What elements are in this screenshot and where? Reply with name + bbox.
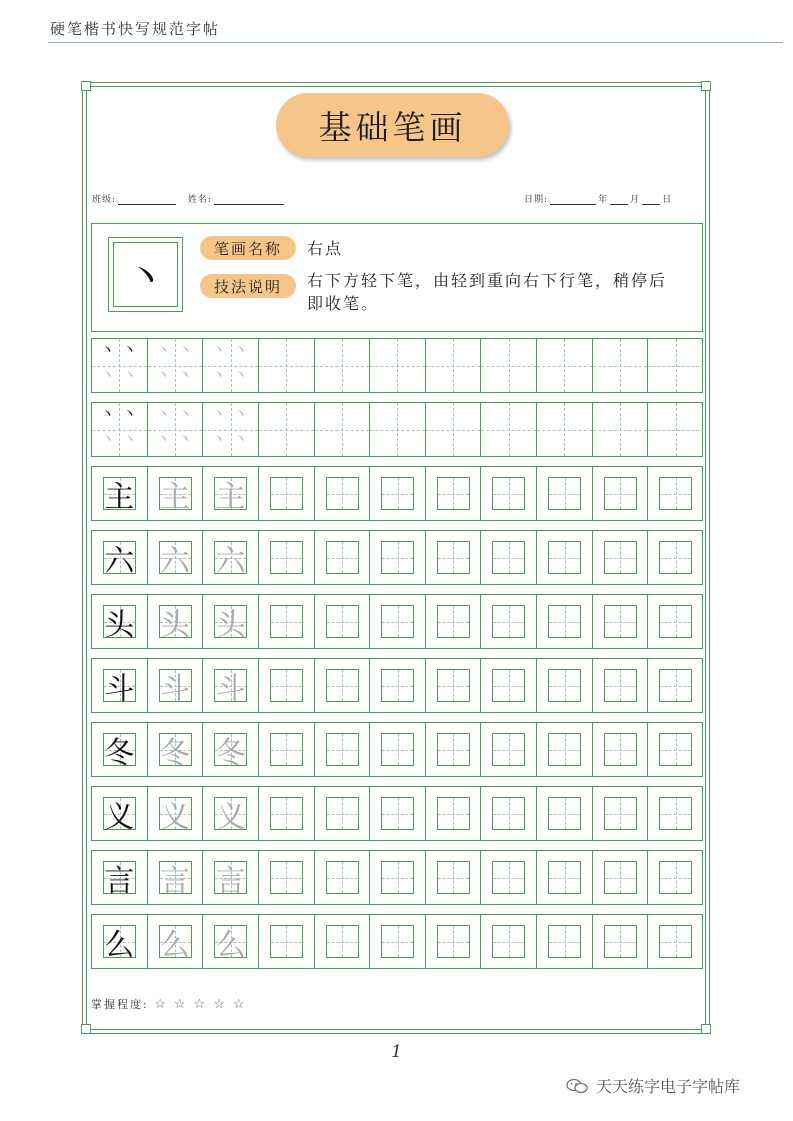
character-practice-row xyxy=(91,594,703,649)
watermark-text: 天天练字电子字帖库 xyxy=(596,1077,741,1096)
practice-cell[interactable] xyxy=(203,851,259,904)
practice-cell[interactable] xyxy=(315,467,371,520)
character-box xyxy=(437,861,470,894)
practice-cell[interactable] xyxy=(92,339,148,392)
character-box xyxy=(659,797,692,830)
day-label: 日 xyxy=(662,195,673,205)
page-title: 基础笔画 xyxy=(276,93,509,157)
character-box xyxy=(604,605,637,638)
character-box xyxy=(492,733,525,766)
practice-cell[interactable] xyxy=(148,659,204,712)
dot-stroke-glyph: 丶 xyxy=(211,430,227,448)
frame-corner xyxy=(81,81,91,91)
class-label: 班级: xyxy=(92,195,117,205)
dot-stroke-glyph: 丶 xyxy=(122,366,138,384)
character-practice-row xyxy=(91,530,703,585)
class-name-row xyxy=(92,192,286,205)
mastery-row xyxy=(91,996,253,1012)
page-number: 1 xyxy=(391,1042,402,1062)
technique-text xyxy=(307,269,667,315)
practice-cell[interactable] xyxy=(92,659,148,712)
stroke-name-value: 右点 xyxy=(307,239,344,258)
watermark xyxy=(566,1074,740,1097)
dot-stroke-glyph: 丶 xyxy=(211,341,227,359)
stroke-practice-row xyxy=(91,402,703,457)
year-field[interactable] xyxy=(550,195,596,205)
trace-character: 头 xyxy=(159,607,190,643)
character-box xyxy=(381,541,414,574)
practice-cell[interactable] xyxy=(315,787,371,840)
character-box xyxy=(659,861,692,894)
practice-cell[interactable] xyxy=(426,851,482,904)
character-box xyxy=(437,605,470,638)
star-icon[interactable]: ☆ xyxy=(173,997,188,1012)
character-box xyxy=(326,797,359,830)
character-box xyxy=(437,541,470,574)
practice-cell[interactable] xyxy=(203,403,259,456)
stroke-practice-row xyxy=(91,338,703,393)
trace-character: 义 xyxy=(159,799,190,835)
name-field[interactable] xyxy=(214,195,284,205)
trace-character: 斗 xyxy=(159,671,190,707)
trace-character: 主 xyxy=(159,479,190,515)
practice-cell[interactable] xyxy=(148,851,204,904)
practice-cell[interactable] xyxy=(537,659,593,712)
practice-cell[interactable] xyxy=(259,787,315,840)
character-box xyxy=(270,669,303,702)
practice-cell[interactable] xyxy=(370,659,426,712)
practice-cell[interactable] xyxy=(426,659,482,712)
practice-cell[interactable] xyxy=(148,787,204,840)
dot-stroke-glyph: 丶 xyxy=(155,430,171,448)
character-box xyxy=(492,925,525,958)
trace-character: 冬 xyxy=(159,735,190,771)
character-box xyxy=(492,477,525,510)
practice-cell[interactable] xyxy=(259,403,315,456)
character-box xyxy=(437,477,470,510)
dot-stroke-glyph: 丶 xyxy=(155,405,171,423)
character-box xyxy=(381,925,414,958)
character-box xyxy=(604,541,637,574)
character-box xyxy=(381,861,414,894)
practice-cell[interactable] xyxy=(259,659,315,712)
dot-stroke-glyph: 丶 xyxy=(211,405,227,423)
practice-cell[interactable] xyxy=(92,531,148,584)
practice-cell[interactable] xyxy=(259,467,315,520)
character-box xyxy=(548,861,581,894)
practice-cell[interactable] xyxy=(426,339,482,392)
character-box xyxy=(270,541,303,574)
character-box xyxy=(492,669,525,702)
practice-cell[interactable] xyxy=(593,403,649,456)
dot-stroke-glyph: 丶 xyxy=(100,366,116,384)
character-box xyxy=(326,669,359,702)
practice-cell[interactable] xyxy=(481,531,537,584)
practice-cell[interactable] xyxy=(426,403,482,456)
dot-stroke-glyph: 丶 xyxy=(100,341,116,359)
practice-cell[interactable] xyxy=(203,595,259,648)
dot-stroke-glyph: 丶 xyxy=(211,366,227,384)
practice-cell[interactable] xyxy=(315,915,371,968)
character-box xyxy=(270,605,303,638)
practice-cell[interactable] xyxy=(426,467,482,520)
practice-cell[interactable] xyxy=(315,659,371,712)
practice-cell[interactable] xyxy=(426,787,482,840)
practice-cell[interactable] xyxy=(92,787,148,840)
trace-character: 冬 xyxy=(215,735,246,771)
stroke-sample-glyph: 丶 xyxy=(125,255,166,301)
practice-cell[interactable] xyxy=(370,339,426,392)
practice-cell[interactable] xyxy=(537,787,593,840)
practice-cell[interactable] xyxy=(259,339,315,392)
practice-cell[interactable] xyxy=(370,915,426,968)
trace-character: 六 xyxy=(159,543,190,579)
practice-cell[interactable] xyxy=(481,915,537,968)
character-box xyxy=(270,477,303,510)
practice-cell[interactable] xyxy=(148,723,204,776)
character-box xyxy=(381,733,414,766)
practice-cell[interactable] xyxy=(593,595,649,648)
character-box xyxy=(326,733,359,766)
practice-cell[interactable] xyxy=(648,659,704,712)
practice-cell[interactable] xyxy=(481,467,537,520)
practice-cell[interactable] xyxy=(481,403,537,456)
header-title: 硬笔楷书快写规范字帖 xyxy=(50,20,221,38)
practice-cell[interactable] xyxy=(92,851,148,904)
trace-character: 主 xyxy=(215,479,246,515)
technique-tag: 技法说明 xyxy=(200,274,296,298)
model-character: 么 xyxy=(104,927,135,963)
practice-cell[interactable] xyxy=(203,915,259,968)
month-field[interactable] xyxy=(610,195,628,205)
character-box xyxy=(604,861,637,894)
date-row xyxy=(524,192,672,205)
model-character: 斗 xyxy=(104,671,135,707)
character-box xyxy=(548,797,581,830)
character-box xyxy=(659,541,692,574)
practice-cell[interactable] xyxy=(426,915,482,968)
practice-cell[interactable] xyxy=(426,723,482,776)
character-box xyxy=(437,925,470,958)
practice-cell[interactable] xyxy=(203,339,259,392)
character-box xyxy=(548,733,581,766)
practice-cell[interactable] xyxy=(593,339,649,392)
character-practice-row xyxy=(91,786,703,841)
practice-cell[interactable] xyxy=(370,467,426,520)
dot-stroke-glyph: 丶 xyxy=(177,405,193,423)
character-practice-row xyxy=(91,850,703,905)
practice-cell[interactable] xyxy=(92,915,148,968)
character-practice-row xyxy=(91,914,703,969)
practice-cell[interactable] xyxy=(481,787,537,840)
practice-cell[interactable] xyxy=(92,467,148,520)
year-label: 年 xyxy=(598,195,609,205)
practice-cell[interactable] xyxy=(370,851,426,904)
practice-cell[interactable] xyxy=(148,531,204,584)
practice-cell[interactable] xyxy=(92,723,148,776)
class-field[interactable] xyxy=(118,195,176,205)
character-box xyxy=(548,925,581,958)
technique-line-2: 即收笔。 xyxy=(307,294,380,313)
trace-character: 六 xyxy=(215,543,246,579)
day-field[interactable] xyxy=(642,195,660,205)
character-box xyxy=(492,797,525,830)
practice-cell[interactable] xyxy=(481,723,537,776)
stroke-name-tag: 笔画名称 xyxy=(200,236,296,260)
trace-character: 斗 xyxy=(215,671,246,707)
practice-cell[interactable] xyxy=(537,403,593,456)
dot-stroke-glyph: 丶 xyxy=(177,366,193,384)
practice-cell[interactable] xyxy=(537,851,593,904)
frame-corner xyxy=(81,1024,91,1034)
practice-cell[interactable] xyxy=(481,851,537,904)
practice-cell[interactable] xyxy=(315,531,371,584)
character-box xyxy=(381,605,414,638)
practice-cell[interactable] xyxy=(426,595,482,648)
star-icon[interactable]: ☆ xyxy=(232,997,247,1012)
practice-cell[interactable] xyxy=(315,403,371,456)
practice-cell[interactable] xyxy=(203,531,259,584)
practice-cell[interactable] xyxy=(426,531,482,584)
wechat-icon xyxy=(566,1078,588,1094)
mastery-label: 掌握程度: xyxy=(91,998,149,1011)
practice-cell[interactable] xyxy=(537,595,593,648)
character-box xyxy=(326,925,359,958)
practice-cell[interactable] xyxy=(92,403,148,456)
practice-cell[interactable] xyxy=(259,723,315,776)
character-box xyxy=(604,797,637,830)
character-box xyxy=(604,477,637,510)
trace-character: 么 xyxy=(215,927,246,963)
character-box xyxy=(548,605,581,638)
practice-cell[interactable] xyxy=(593,531,649,584)
practice-cell[interactable] xyxy=(148,403,204,456)
practice-cell[interactable] xyxy=(203,723,259,776)
practice-cell[interactable] xyxy=(370,531,426,584)
practice-cell[interactable] xyxy=(370,787,426,840)
practice-cell[interactable] xyxy=(648,787,704,840)
character-box xyxy=(604,669,637,702)
character-box xyxy=(270,925,303,958)
model-character: 主 xyxy=(104,479,135,515)
character-box xyxy=(381,797,414,830)
model-character: 头 xyxy=(104,607,135,643)
practice-cell[interactable] xyxy=(537,723,593,776)
practice-cell[interactable] xyxy=(648,403,704,456)
character-box xyxy=(548,669,581,702)
practice-cell[interactable] xyxy=(315,339,371,392)
trace-character: 么 xyxy=(159,927,190,963)
character-box xyxy=(381,477,414,510)
practice-cell[interactable] xyxy=(593,851,649,904)
practice-cell[interactable] xyxy=(593,723,649,776)
character-box xyxy=(437,669,470,702)
practice-cell[interactable] xyxy=(537,467,593,520)
character-practice-row xyxy=(91,466,703,521)
trace-character: 头 xyxy=(215,607,246,643)
trace-character: 言 xyxy=(159,863,190,899)
character-box xyxy=(326,605,359,638)
practice-cell[interactable] xyxy=(648,531,704,584)
character-box xyxy=(270,797,303,830)
practice-cell[interactable] xyxy=(648,339,704,392)
practice-cell[interactable] xyxy=(92,595,148,648)
frame-corner xyxy=(701,1024,711,1034)
model-character: 义 xyxy=(104,799,135,835)
practice-cell[interactable] xyxy=(481,595,537,648)
model-character: 六 xyxy=(104,543,135,579)
dot-stroke-glyph: 丶 xyxy=(122,341,138,359)
dot-stroke-glyph: 丶 xyxy=(177,430,193,448)
character-box xyxy=(437,797,470,830)
name-label: 姓名: xyxy=(187,195,212,205)
practice-cell[interactable] xyxy=(648,851,704,904)
dot-stroke-glyph: 丶 xyxy=(177,341,193,359)
practice-cell[interactable] xyxy=(648,915,704,968)
practice-cell[interactable] xyxy=(148,339,204,392)
dot-stroke-glyph: 丶 xyxy=(100,430,116,448)
practice-cell[interactable] xyxy=(259,851,315,904)
month-label: 月 xyxy=(630,195,641,205)
character-box xyxy=(604,733,637,766)
character-box xyxy=(548,541,581,574)
trace-character: 义 xyxy=(215,799,246,835)
character-box xyxy=(326,861,359,894)
practice-cell[interactable] xyxy=(593,787,649,840)
character-box xyxy=(604,925,637,958)
practice-cell[interactable] xyxy=(203,787,259,840)
practice-cell[interactable] xyxy=(315,723,371,776)
practice-cell[interactable] xyxy=(315,595,371,648)
dot-stroke-glyph: 丶 xyxy=(233,366,249,384)
character-box xyxy=(659,605,692,638)
practice-cell[interactable] xyxy=(593,659,649,712)
dot-stroke-glyph: 丶 xyxy=(233,341,249,359)
character-box xyxy=(659,925,692,958)
practice-cell[interactable] xyxy=(148,595,204,648)
practice-cell[interactable] xyxy=(648,467,704,520)
dot-stroke-glyph: 丶 xyxy=(233,430,249,448)
practice-cell[interactable] xyxy=(648,595,704,648)
star-icon[interactable]: ☆ xyxy=(193,997,208,1012)
practice-cell[interactable] xyxy=(259,915,315,968)
practice-cell[interactable] xyxy=(370,723,426,776)
model-character: 冬 xyxy=(104,735,135,771)
frame-corner xyxy=(701,81,711,91)
practice-cell[interactable] xyxy=(481,659,537,712)
character-box xyxy=(492,541,525,574)
star-icon[interactable]: ☆ xyxy=(154,997,168,1012)
character-box xyxy=(659,733,692,766)
character-box xyxy=(270,861,303,894)
dot-stroke-glyph: 丶 xyxy=(155,341,171,359)
character-box xyxy=(659,477,692,510)
practice-cell[interactable] xyxy=(203,467,259,520)
character-box xyxy=(326,541,359,574)
character-box xyxy=(548,477,581,510)
practice-cell[interactable] xyxy=(537,915,593,968)
dot-stroke-glyph: 丶 xyxy=(233,405,249,423)
dot-stroke-glyph: 丶 xyxy=(155,366,171,384)
practice-cell[interactable] xyxy=(648,723,704,776)
practice-cell[interactable] xyxy=(370,595,426,648)
date-label: 日期: xyxy=(524,195,549,205)
practice-cell[interactable] xyxy=(315,851,371,904)
dot-stroke-glyph: 丶 xyxy=(122,430,138,448)
character-box xyxy=(270,733,303,766)
model-character: 言 xyxy=(104,863,135,899)
character-box xyxy=(659,669,692,702)
star-icon[interactable]: ☆ xyxy=(213,997,227,1012)
technique-line-1: 右下方轻下笔，由轻到重向右下行笔，稍停后 xyxy=(307,271,668,290)
practice-cell[interactable] xyxy=(259,595,315,648)
practice-cell[interactable] xyxy=(148,915,204,968)
practice-cell[interactable] xyxy=(593,915,649,968)
character-practice-row xyxy=(91,722,703,777)
practice-cell[interactable] xyxy=(203,659,259,712)
character-box xyxy=(492,861,525,894)
character-box xyxy=(492,605,525,638)
trace-character: 言 xyxy=(215,863,246,899)
dot-stroke-glyph: 丶 xyxy=(100,405,116,423)
character-practice-row xyxy=(91,658,703,713)
practice-cell[interactable] xyxy=(537,339,593,392)
header-rule xyxy=(48,42,783,43)
practice-cell[interactable] xyxy=(148,467,204,520)
practice-cell[interactable] xyxy=(593,467,649,520)
practice-cell[interactable] xyxy=(259,531,315,584)
character-box xyxy=(381,669,414,702)
mastery-stars[interactable] xyxy=(154,998,252,1011)
practice-cell[interactable] xyxy=(537,531,593,584)
character-box xyxy=(326,477,359,510)
practice-cell[interactable] xyxy=(481,339,537,392)
character-box xyxy=(437,733,470,766)
practice-cell[interactable] xyxy=(370,403,426,456)
dot-stroke-glyph: 丶 xyxy=(122,405,138,423)
